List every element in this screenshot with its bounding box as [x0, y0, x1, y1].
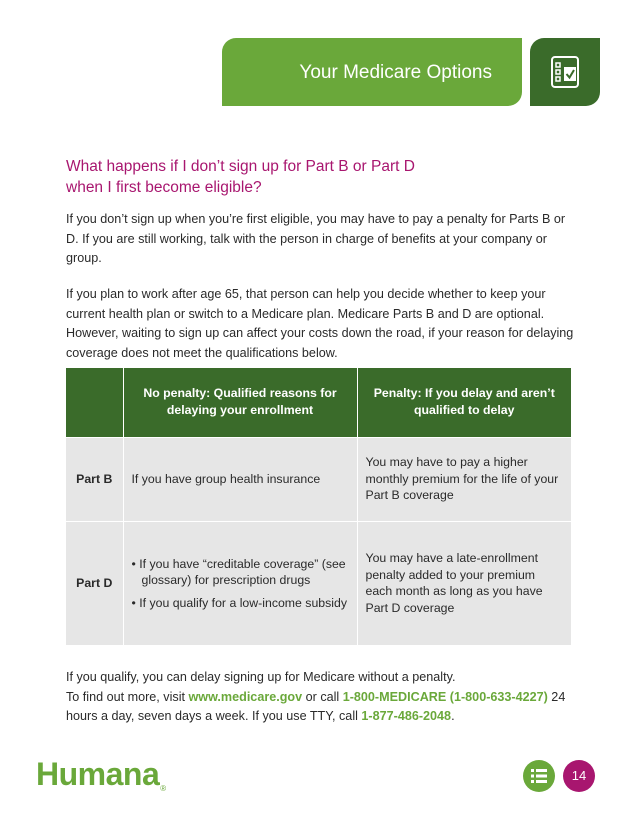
humana-logo: [36, 756, 166, 793]
list-item: • If you qualify for a low-income subsidy: [131, 595, 347, 610]
question-heading: [66, 156, 586, 198]
paragraph-work-after-65: If you plan to work after age 65, that person can help you decide whether to keep your current health plan or switch to a Medicare plan. Medicare Parts B and D are optional. However, waiting to sign up can affect your costs down the road, if your reason for delaying coverage does not meet the qualifications below.: [66, 287, 574, 360]
paragraph-penalty: If you don’t sign up when you’re first eligible, you may have to pay a penalty for Parts B or D. If you are still working, talk with the person in charge of benefits at your company or group.: [66, 212, 566, 265]
contact-text-a: To find out more, visit: [66, 689, 189, 704]
contact-line: [66, 688, 566, 727]
contact-text-d: .: [451, 709, 455, 723]
checklist-icon: [550, 55, 580, 89]
list-icon: [531, 768, 547, 784]
medicare-website-link[interactable]: www.medicare.gov: [188, 689, 303, 704]
contact-text-c: 24 hours a day, seven days a week. If you use TTY, call: [66, 689, 566, 723]
table-header-no-penalty: No penalty: Qualified reasons for delaying your enrollment: [123, 368, 357, 437]
cell-penalty-part-b: You may have to pay a higher monthly premium for the life of your Part B coverage: [357, 437, 571, 521]
row-label-part-d: Part D: [66, 521, 123, 645]
registered-mark: ®: [160, 784, 166, 793]
logo-text: Humana: [36, 756, 160, 792]
enrollment-options-table: [66, 368, 571, 645]
section-title: Your Medicare Options: [299, 62, 492, 83]
cell-penalty-part-d: You may have a late-enrollment penalty added to your premium each month as long as you have Part D coverage: [357, 521, 571, 645]
question-line-1: What happens if I don’t sign up for Part B or Part D: [66, 158, 415, 175]
tty-phone-link[interactable]: 1-877-486-2048: [361, 709, 452, 723]
no-penalty-list: [132, 556, 349, 612]
contact-info: [66, 668, 566, 727]
cell-no-penalty-part-b: If you have group health insurance: [123, 437, 357, 521]
table-of-contents-button[interactable]: [523, 760, 555, 792]
contact-text-b: or call: [302, 689, 343, 704]
table-header-penalty: Penalty: If you delay and aren’t qualified to delay: [357, 368, 571, 437]
header-icon-box: [530, 38, 600, 106]
table-header-row: [66, 368, 571, 437]
qualify-note: If you qualify, you can delay signing up for Medicare without a penalty.: [66, 670, 456, 684]
page-number: 14: [563, 760, 595, 792]
table-row: [66, 521, 571, 645]
question-line-2: when I first become eligible?: [66, 179, 262, 196]
row-label-part-b: Part B: [66, 437, 123, 521]
header-banner: [222, 38, 522, 106]
table-header-blank: [66, 368, 123, 437]
cell-no-penalty-part-d: [123, 521, 357, 645]
table-row: [66, 437, 571, 521]
medicare-phone-link[interactable]: 1-800-MEDICARE (1-800-633-4227): [342, 689, 548, 704]
list-item: • If you have “creditable coverage” (see glossary) for prescription drugs: [131, 556, 346, 587]
